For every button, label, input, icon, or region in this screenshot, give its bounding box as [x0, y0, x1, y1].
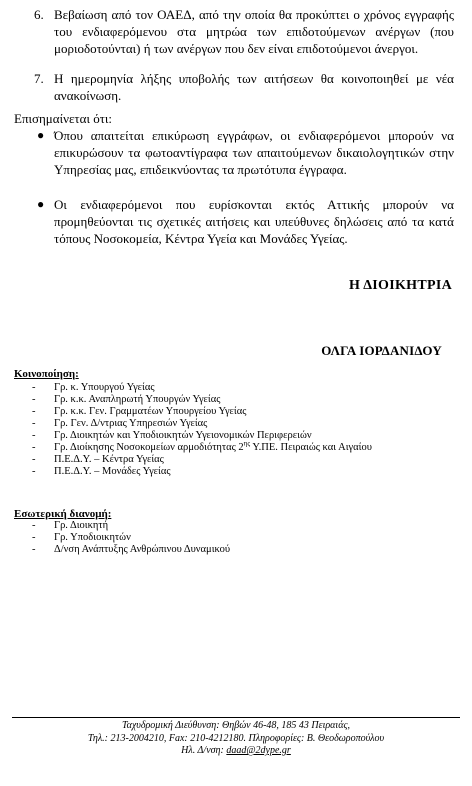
dash-icon: -	[32, 442, 36, 453]
signature-title: Η ΔΙΟΙΚΗΤΡΙΑ	[348, 278, 452, 293]
dash-icon: -	[32, 394, 36, 405]
list-item	[14, 532, 454, 544]
bullet-text: Οι ενδιαφερόμενοι που ευρίσκονται εκτός Αττικής μπορούν να προμηθεύονται τις σχετικές αιτήσεις και υπεύθυνες δηλώσεις από τα κατά τόπους Νοσοκομεία, Κέντρα Υγεία και Μονάδες Υγείας.	[54, 197, 454, 246]
list-item	[14, 520, 454, 532]
dash-icon: -	[32, 382, 36, 393]
dash-icon: -	[32, 544, 36, 555]
footer-address: Ταχυδρομική Διεύθυνση: Θηβών 46-48, 185 43 Πειραιάς,	[121, 720, 351, 731]
bullet-item-1	[14, 127, 454, 178]
list-item-text: Γρ. κ.κ. Γεν. Γραμματέων Υπουργείου Υγείας	[54, 406, 247, 417]
list-item-text: Γρ. κ.κ. Αναπληρωτή Υπουργών Υγείας	[54, 394, 221, 405]
list-item	[14, 454, 454, 466]
list-item	[14, 394, 454, 406]
list-item	[14, 418, 454, 430]
dash-icon: -	[32, 418, 36, 429]
dash-icon: -	[32, 430, 36, 441]
footer-divider	[12, 717, 460, 718]
esoteriki-heading: Εσωτερική διανομή:	[14, 508, 112, 520]
list-item-text: Γρ. Διοικητών και Υποδιοικητών Υγειονομικών Περιφερειών	[54, 430, 312, 441]
signature-name: ΟΛΓΑ ΙΟΡΔΑΝΙΔΟΥ	[321, 343, 442, 358]
numbered-item-7	[14, 70, 454, 104]
superscript: ης	[243, 439, 251, 448]
dash-icon: -	[32, 454, 36, 465]
dash-icon: -	[32, 406, 36, 417]
list-item-text: Π.Ε.Δ.Υ. – Κέντρα Υγείας	[54, 454, 164, 465]
dash-icon: -	[32, 466, 36, 477]
koinopoiisi-heading: Κοινοποίηση:	[14, 368, 79, 380]
numbered-item-6	[14, 6, 454, 57]
dash-icon: -	[32, 532, 36, 543]
footer	[0, 720, 472, 758]
footer-email-link[interactable]: daad@2dype.gr	[226, 745, 291, 756]
emphasis-label: Επισημαίνεται ότι:	[14, 111, 113, 126]
list-item-text: Π.Ε.Δ.Υ. – Μονάδες Υγείας	[54, 466, 171, 477]
list-item-text: Γρ. Διοικητή	[54, 520, 109, 531]
bullet-icon: ●	[37, 128, 45, 142]
list-item	[14, 466, 454, 478]
footer-email-label: Ηλ. Δ/νση:	[181, 745, 227, 756]
item-text: Βεβαίωση από τον ΟΑΕΔ, από την οποία θα προκύπτει ο χρόνος εγγραφής του ενδιαφερόμενου στα μητρώα των επιδοτούμενων ανέργων (που μοριοδοτούνται) ή των ανέργων που δεν είναι επιδοτούμενοι άνεργοι.	[54, 7, 454, 56]
item-text: Η ημερομηνία λήξης υποβολής των αιτήσεων θα κοινοποιηθεί με νέα ανακοίνωση.	[54, 71, 454, 103]
list-item-text-tail: Υ.ΠΕ. Πειραιώς και Αιγαίου	[250, 442, 372, 453]
list-item	[14, 406, 454, 418]
list-item-text: Γρ. κ. Υπουργού Υγείας	[54, 382, 155, 393]
dash-icon: -	[32, 520, 36, 531]
esoteriki-list	[14, 520, 454, 556]
koinopoiisi-list	[14, 382, 454, 478]
bullet-icon: ●	[37, 197, 45, 211]
list-item-text: Γρ. Υποδιοικητών	[54, 532, 131, 543]
footer-contact: Τηλ.: 213-2004210, Fax: 210-4212180. Πληροφορίες: Β. Θεοδωροπούλου	[87, 732, 385, 744]
footer-email-line	[0, 745, 472, 758]
item-number: 6.	[34, 7, 44, 22]
bullet-text: Όπου απαιτείται επικύρωση εγγράφων, οι ενδιαφερόμενοι μπορούν να επικυρώσουν τα φωτοαντίγραφα των απαιτούμενων δικαιολογητικών στην Υπηρεσίας μας, επιδεικνύοντας τα πρωτότυπα έγγραφα.	[54, 128, 454, 177]
list-item-text: Γρ. Διοίκησης Νοσοκομείων αρμοδιότητας 2	[54, 442, 244, 453]
item-number: 7.	[34, 71, 44, 86]
list-item-text: Γρ. Γεν. Δ/ντριας Υπηρεσιών Υγείας	[54, 418, 208, 429]
list-item	[14, 430, 454, 442]
list-item	[14, 544, 454, 556]
list-item-text: Δ/νση Ανάπτυξης Ανθρώπινου Δυναμικού	[54, 544, 231, 555]
bullet-item-2	[14, 196, 454, 247]
list-item	[14, 439, 454, 454]
list-item	[14, 382, 454, 394]
